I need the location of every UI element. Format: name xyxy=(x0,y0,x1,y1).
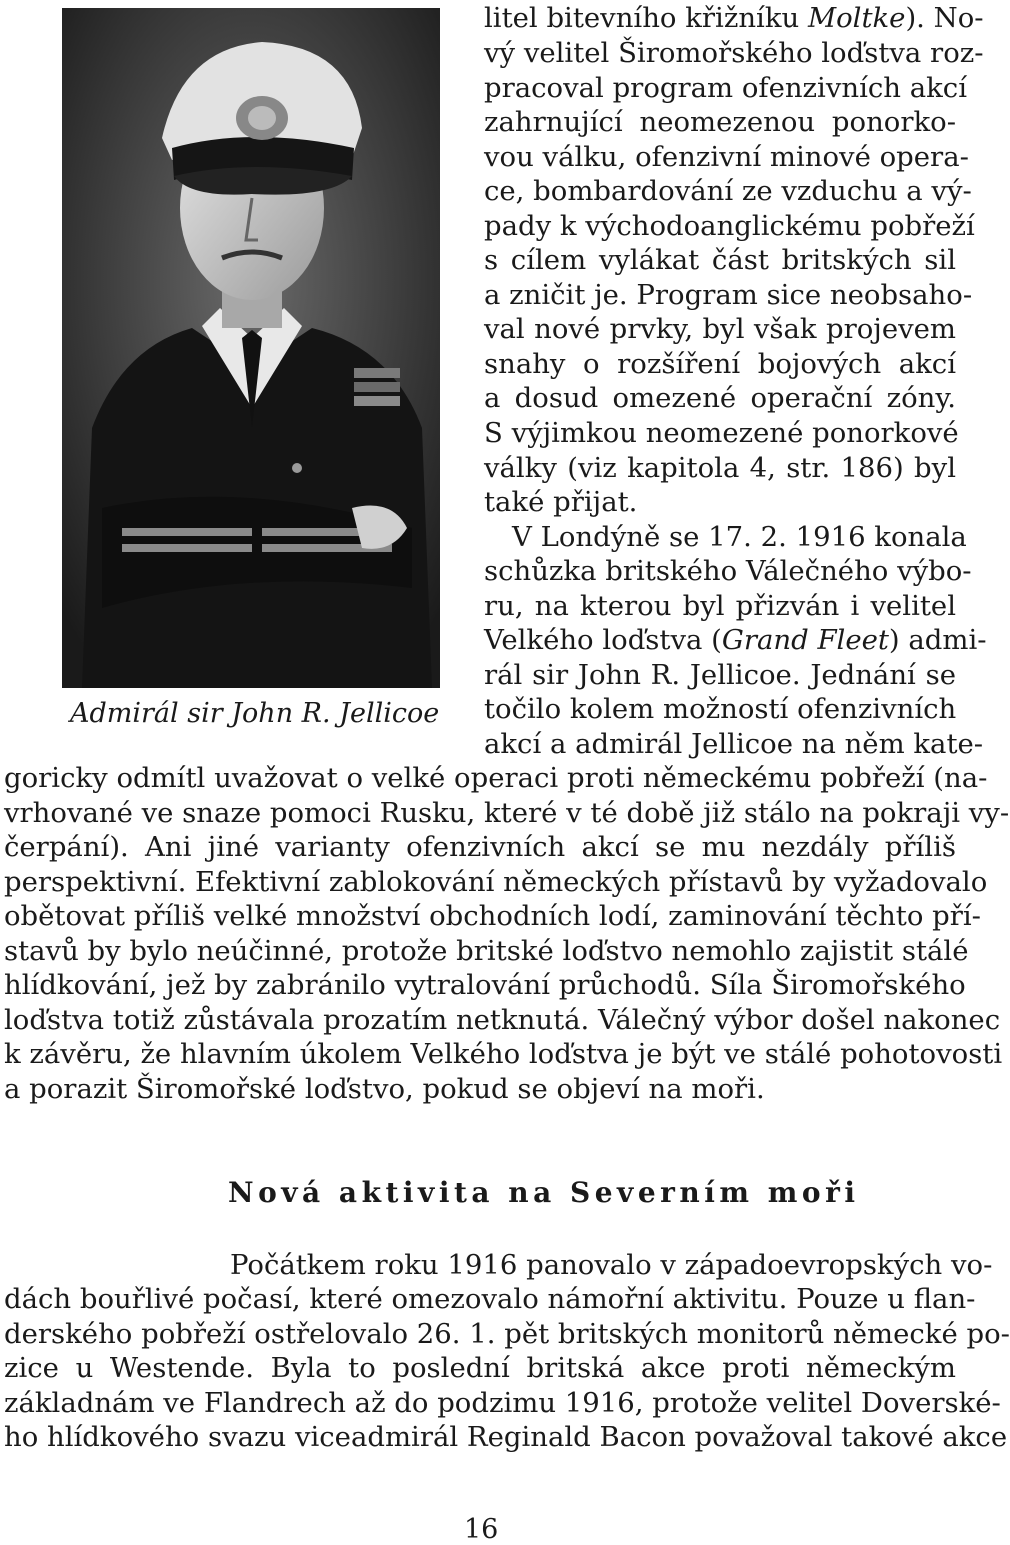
column-line: točilo kolem možností ofenzivních xyxy=(484,693,957,725)
body-line: stavů by bylo neúčinné, protože britské loďstvo nemohlo zajistit stálé xyxy=(4,935,969,967)
body-line: hlídkování, jež by zabránilo vytralování průchodů. Síla Širomořského xyxy=(4,969,966,1001)
column-line: rál sir John R. Jellicoe. Jednání se xyxy=(484,659,956,691)
column-line: schůzka britského Válečného výbo- xyxy=(484,555,972,587)
column-line: války (viz kapitola 4, str. 186) byl xyxy=(484,452,956,484)
photo-caption: Admirál sir John R. Jellicoe xyxy=(70,698,440,729)
para-line: ho hlídkového svazu viceadmirál Reginald Bacon považoval takové akce xyxy=(4,1421,1008,1453)
column-line: také přijat. xyxy=(484,486,638,518)
body-line: loďstva totiž zůstávala prozatím netknutá. Válečný výbor došel nakonec xyxy=(4,1004,1001,1036)
column-line: vou válku, ofenzivní minové opera- xyxy=(484,141,969,173)
column-line: S výjimkou neomezené ponorkové xyxy=(484,417,959,449)
section-heading: Nová aktivita na Severním moři xyxy=(228,1176,860,1209)
column-line: ru, na kterou byl přizván i velitel xyxy=(484,590,956,622)
portrait-illustration xyxy=(62,8,440,688)
para-line: základnám ve Flandrech až do podzimu 1916, protože velitel Doverské- xyxy=(4,1387,1001,1419)
page-number: 16 xyxy=(464,1514,499,1545)
column-line: pracoval program ofenzivních akcí xyxy=(484,72,967,104)
para-line: Počátkem roku 1916 panovalo v západoevropských vo- xyxy=(230,1249,993,1281)
body-line: čerpání). Ani jiné varianty ofenzivních akcí se mu nezdály příliš xyxy=(4,831,956,863)
column-line: zahrnující neomezenou ponorko- xyxy=(484,106,956,138)
para-line: zice u Westende. Byla to poslední britská akce proti německým xyxy=(4,1352,956,1384)
column-line: vý velitel Širomořského loďstva roz- xyxy=(484,37,984,69)
body-line: goricky odmítl uvažovat o velké operaci proti německému pobřeží (na- xyxy=(4,762,988,794)
column-line: val nové prvky, byl však projevem xyxy=(484,313,956,345)
body-line: a porazit Širomořské loďstvo, pokud se objeví na moři. xyxy=(4,1073,765,1105)
column-line: litel bitevního křižníku Moltke). No- xyxy=(484,2,984,34)
column-line: a zničit je. Program sice neobsaho- xyxy=(484,279,973,311)
column-line: V Londýně se 17. 2. 1916 konala xyxy=(512,521,967,553)
column-line: snahy o rozšíření bojových akcí xyxy=(484,348,956,380)
body-line: perspektivní. Efektivní zablokování německých přístavů by vyžadovalo xyxy=(4,866,988,898)
para-line: derského pobřeží ostřelovalo 26. 1. pět britských monitorů německé po- xyxy=(4,1318,1010,1350)
body-line: k závěru, že hlavním úkolem Velkého loďstva je být ve stálé pohotovosti xyxy=(4,1038,1003,1070)
portrait-photo xyxy=(62,8,440,688)
column-line: ce, bombardování ze vzduchu a vý- xyxy=(484,175,972,207)
column-line: pady k východoanglickému pobřeží xyxy=(484,210,975,242)
para-line: dách bouřlivé počasí, které omezovalo námořní aktivitu. Pouze u flan- xyxy=(4,1283,976,1315)
column-line: a dosud omezené operační zóny. xyxy=(484,382,956,414)
column-line: s cílem vylákat část britských sil xyxy=(484,244,956,276)
body-line: vrhované ve snaze pomoci Rusku, které v té době již stálo na pokraji vy- xyxy=(4,797,1010,829)
body-line: obětovat příliš velké množství obchodních lodí, zaminování těchto pří- xyxy=(4,900,981,932)
column-line: akcí a admirál Jellicoe na něm kate- xyxy=(484,728,984,760)
column-line: Velkého loďstva (Grand Fleet) admi- xyxy=(484,624,987,656)
